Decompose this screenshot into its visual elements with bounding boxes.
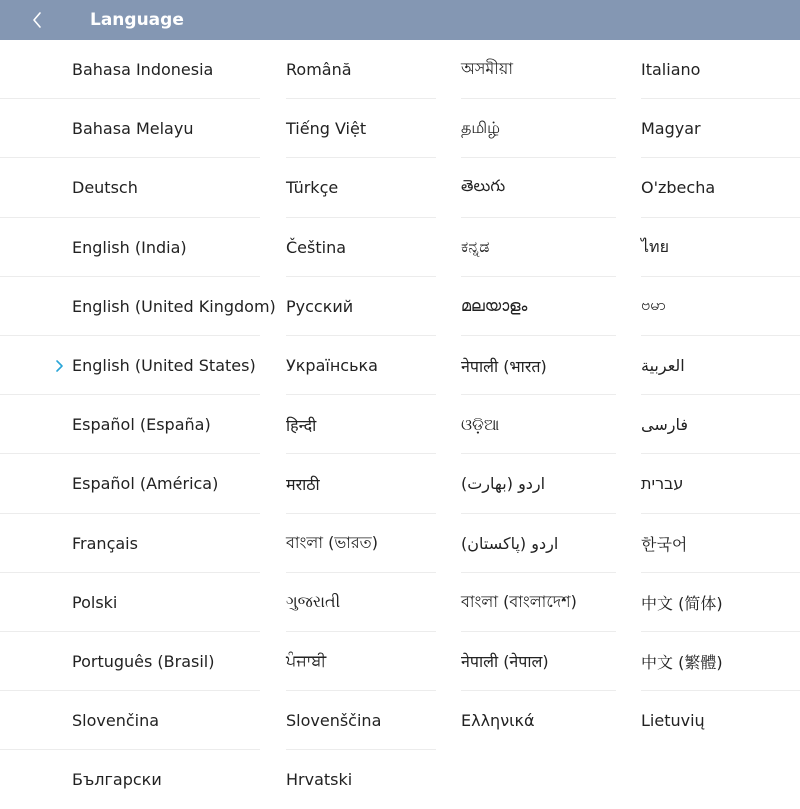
language-label: Türkçe [286,178,339,198]
language-label: Tiếng Việt [286,119,367,139]
language-label: ગુજરાતી [286,592,341,612]
language-label: Italiano [641,60,701,80]
back-button[interactable] [22,0,52,40]
language-item[interactable] [286,336,436,395]
language-item[interactable] [641,395,800,454]
language-item[interactable] [286,99,436,158]
language-item[interactable] [461,158,616,217]
language-item[interactable] [286,573,436,632]
language-label: עברית [641,474,684,494]
language-item[interactable] [641,632,800,691]
language-item[interactable] [461,395,616,454]
language-label: Bahasa Melayu [72,119,194,139]
language-label: ไทย [641,236,669,256]
language-label: বাংলা (ভারত) [286,532,378,552]
language-item[interactable] [286,514,436,573]
language-item[interactable] [641,99,800,158]
language-item[interactable] [641,336,800,395]
language-item[interactable] [461,514,616,573]
language-item[interactable] [0,395,260,454]
language-item[interactable] [461,691,616,750]
language-item[interactable] [286,750,436,809]
language-label: اردو (پاکستان) [461,533,559,553]
language-label: नेपाली (भारत) [461,356,547,376]
language-label: বাংলা (বাংলাদেশ) [461,591,577,611]
language-item[interactable] [461,277,616,336]
language-item[interactable] [641,514,800,573]
language-label: Български [72,770,162,790]
language-item[interactable] [0,40,260,99]
language-column-3 [461,40,616,750]
language-label: తెలుగు [461,176,506,196]
language-item[interactable] [0,277,276,336]
language-label: Español (América) [72,474,219,494]
language-label: العربية [641,356,685,376]
language-label: فارسی [641,415,688,435]
language-item[interactable] [461,632,616,691]
language-label: অসমীয়া [461,59,513,79]
language-label: English (United States) [72,356,256,376]
language-label: Čeština [286,237,347,257]
chevron-left-icon [31,11,43,29]
title-bar [0,0,800,40]
language-item-selected[interactable] [0,336,260,395]
language-label: मराठी [286,474,320,494]
language-label: Slovenščina [286,711,382,731]
language-item[interactable] [286,632,436,691]
language-label: नेपाली (नेपाल) [461,652,549,672]
language-label: Ελληνικά [461,711,535,731]
language-label: اردو (بھارت) [461,474,546,494]
language-label: Lietuvių [641,711,705,731]
language-item[interactable] [0,514,260,573]
language-label: ਪੰਜਾਬੀ [286,651,327,671]
language-label: Slovenčina [72,711,160,731]
language-item[interactable] [641,40,800,99]
language-label: Português (Brasil) [72,651,215,671]
language-item[interactable] [461,454,616,513]
chevron-right-icon [54,359,66,373]
language-label: Deutsch [72,178,138,198]
language-label: Español (España) [72,415,211,435]
language-item[interactable] [461,336,616,395]
language-item[interactable] [286,218,436,277]
language-item[interactable] [641,218,800,277]
language-label: Русский [286,296,354,316]
language-item[interactable] [0,632,260,691]
language-label: தமிழ் [461,118,501,138]
language-label: Hrvatski [286,770,353,790]
language-label: Українська [286,356,378,376]
language-grid [0,40,800,800]
language-label: Bahasa Indonesia [72,60,214,80]
language-column-1 [0,40,276,809]
language-label: Română [286,60,352,80]
language-item[interactable] [286,277,436,336]
language-item[interactable] [461,218,616,277]
language-item[interactable] [0,454,260,513]
language-item[interactable] [0,691,260,750]
language-item[interactable] [0,99,260,158]
language-item[interactable] [641,454,800,513]
language-label: English (India) [72,237,187,257]
language-label: 한국어 [641,534,688,554]
language-item[interactable] [286,395,436,454]
language-item[interactable] [0,218,260,277]
language-label: ဗမာ [641,295,666,315]
language-item[interactable] [461,40,616,99]
language-label: English (United Kingdom) [72,296,276,316]
language-label: Polski [72,592,118,612]
language-label: 中文 (繁體) [641,652,723,672]
language-item[interactable] [641,277,800,336]
language-label: ಕನ್ನಡ [461,237,490,257]
language-item[interactable] [286,454,436,513]
language-label: ଓଡ଼ିଆ [461,414,500,434]
language-item[interactable] [286,691,436,750]
language-item[interactable] [286,158,436,217]
language-item[interactable] [286,40,436,99]
language-label: O'zbecha [641,178,716,198]
language-item[interactable] [641,573,800,632]
language-item[interactable] [461,573,616,632]
language-item[interactable] [461,99,616,158]
language-column-4 [641,40,800,750]
language-item[interactable] [641,158,800,217]
language-label: Magyar [641,119,701,139]
language-label: മലയാളം [461,296,528,316]
language-item[interactable] [0,573,260,632]
language-item[interactable] [641,691,800,750]
page-title: Language [90,10,184,30]
language-label: 中文 (简体) [641,593,723,613]
language-label: हिन्दी [286,415,317,435]
language-item[interactable] [0,158,260,217]
language-label: Français [72,533,138,553]
language-column-2 [286,40,436,809]
language-item[interactable] [0,750,260,809]
